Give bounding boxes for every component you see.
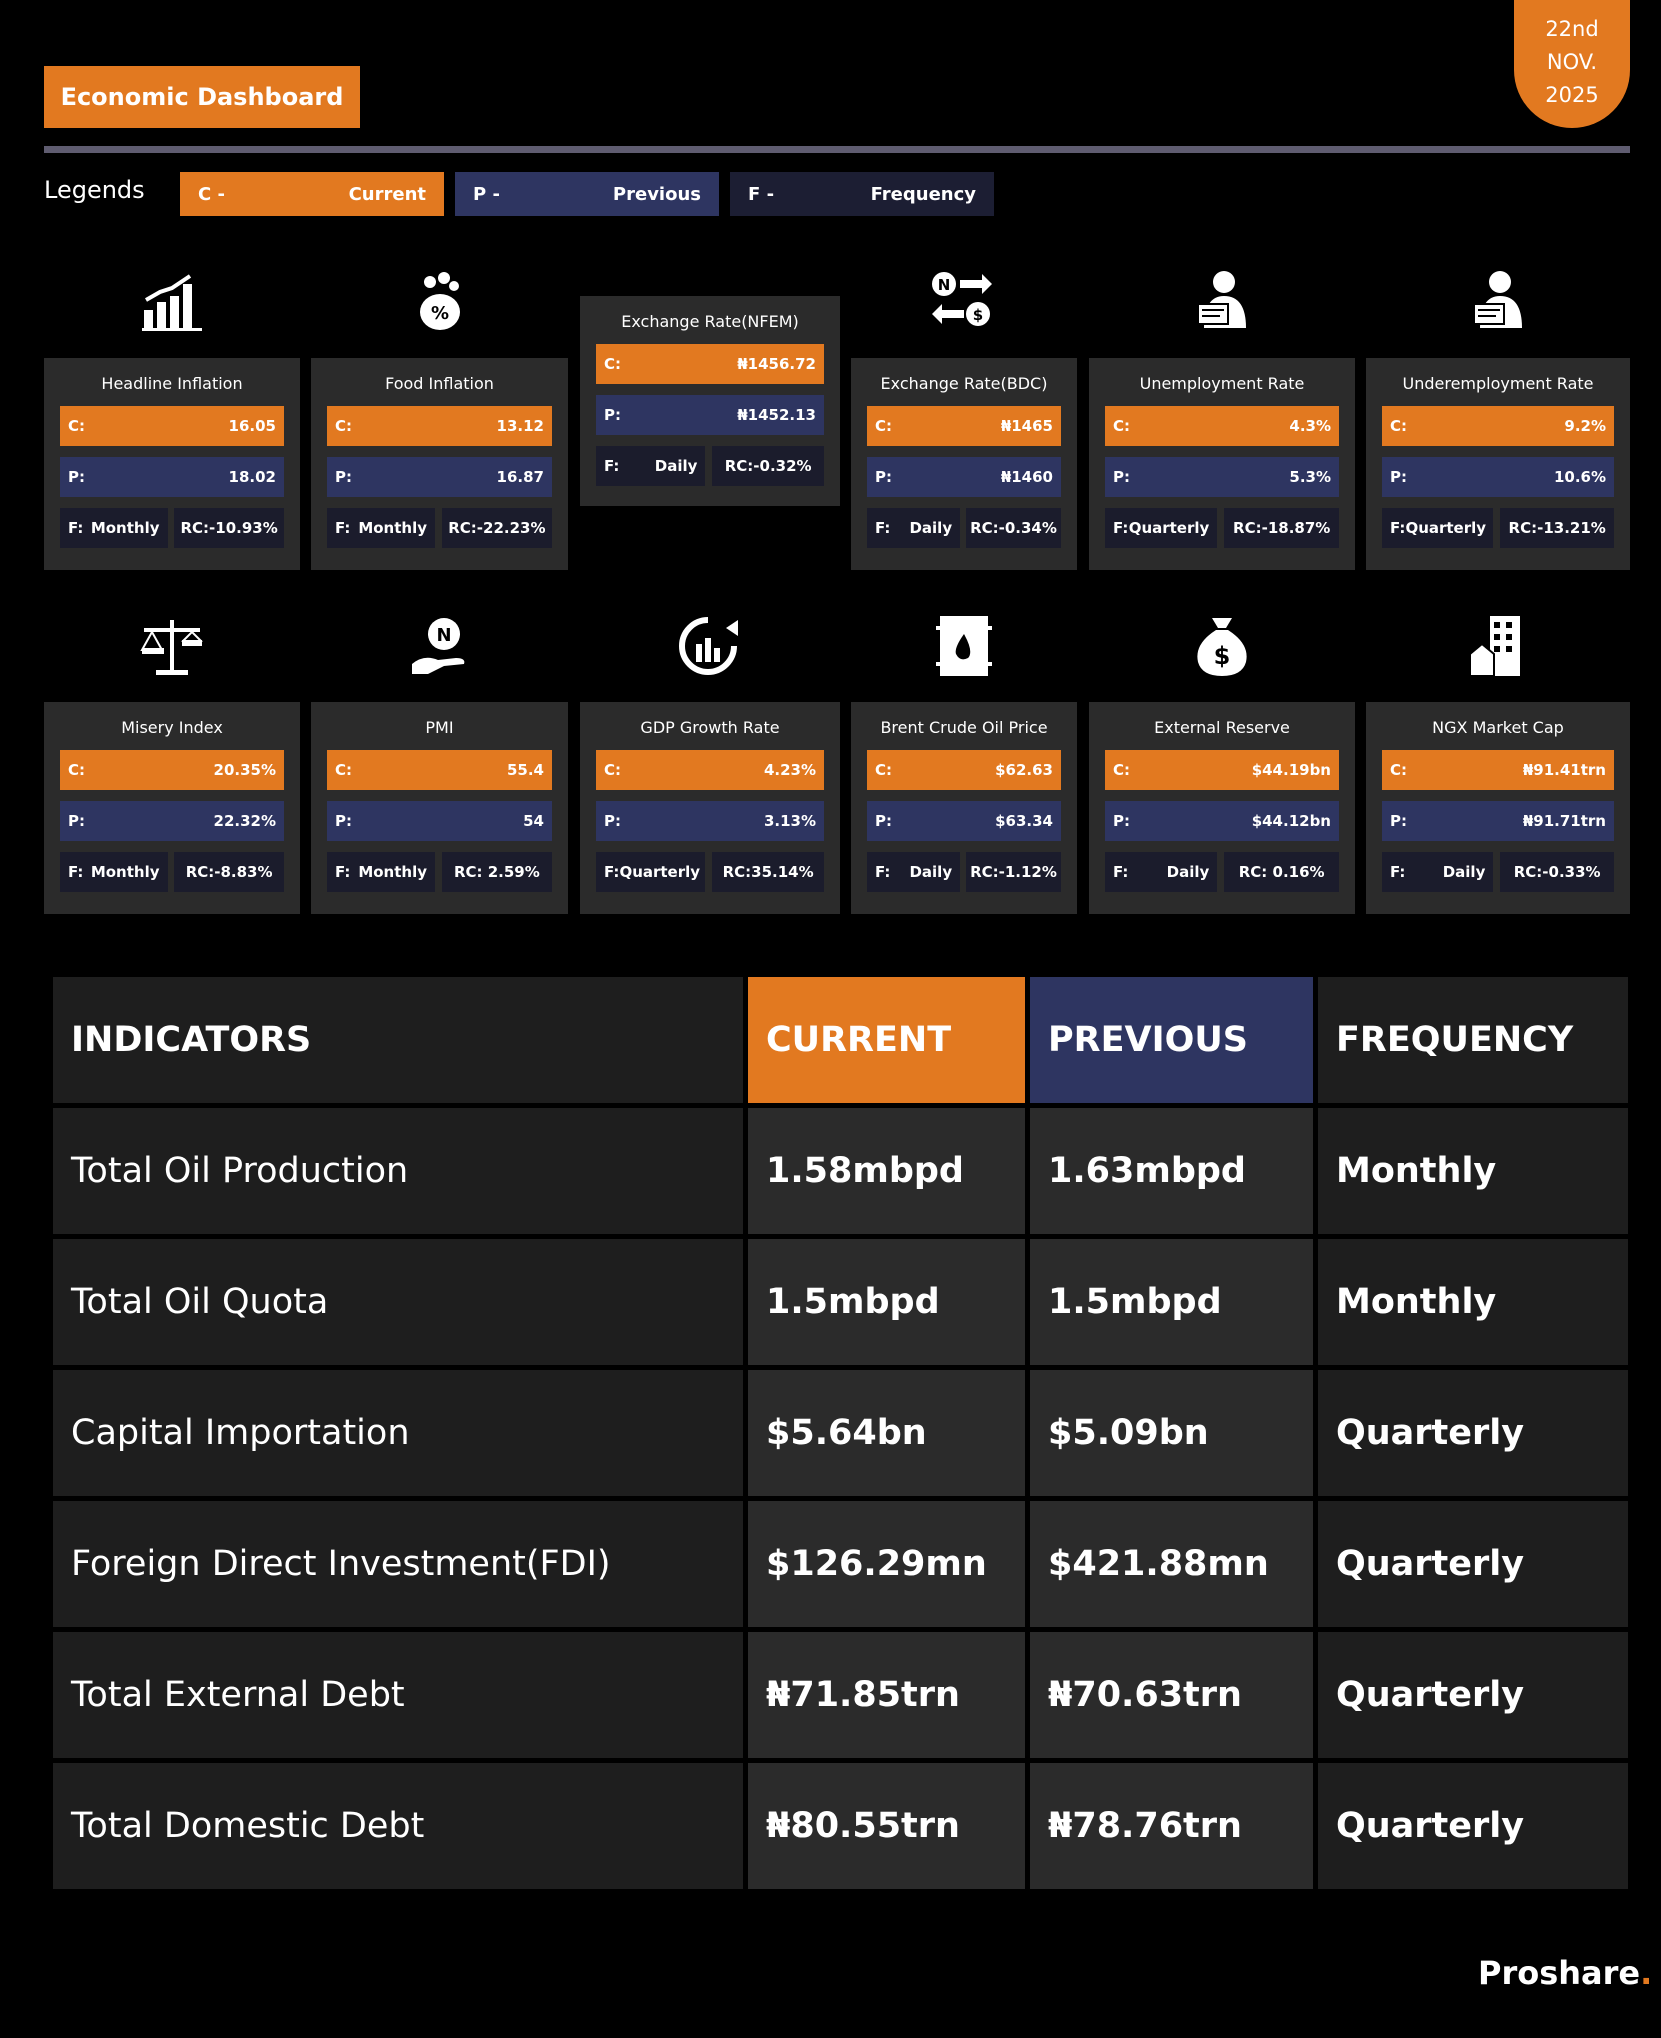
frequency-row bbox=[1382, 508, 1614, 548]
indicator-card-exchange-rate-bdc bbox=[851, 358, 1077, 570]
previous-value: ₦78.76trn bbox=[1030, 1763, 1313, 1889]
card-title: Misery Index bbox=[121, 718, 223, 737]
money-bag-icon bbox=[1190, 614, 1254, 678]
rate-change: RC:-8.83% bbox=[174, 852, 284, 892]
previous-row bbox=[1105, 801, 1339, 841]
current-value: 9.2% bbox=[1564, 417, 1606, 435]
current-row bbox=[1382, 406, 1614, 446]
previous-row bbox=[327, 457, 552, 497]
frequency-key: F: bbox=[335, 863, 351, 881]
current-key: C: bbox=[875, 761, 893, 779]
legend-key: C - bbox=[198, 183, 225, 205]
oil-barrel-icon bbox=[932, 614, 996, 678]
current-value: 4.23% bbox=[763, 761, 816, 779]
svg-text:N: N bbox=[436, 625, 452, 646]
previous-key: P: bbox=[1113, 468, 1130, 486]
card-title: Unemployment Rate bbox=[1139, 374, 1305, 393]
frequency-key: F: bbox=[604, 863, 620, 881]
table-row bbox=[53, 1632, 1628, 1758]
previous-value: ₦91.71trn bbox=[1522, 812, 1606, 830]
current-key: C: bbox=[875, 417, 893, 435]
current-key: C: bbox=[604, 761, 622, 779]
current-key: C: bbox=[68, 761, 86, 779]
previous-key: P: bbox=[68, 468, 85, 486]
date-month: NOV. bbox=[1546, 49, 1598, 74]
previous-row bbox=[596, 801, 824, 841]
legend-key: F - bbox=[748, 183, 775, 205]
current-row bbox=[1382, 750, 1614, 790]
legend-label: Current bbox=[348, 183, 426, 205]
frequency-value: Monthly bbox=[1318, 1239, 1628, 1365]
legend-frequency bbox=[730, 172, 994, 216]
frequency-key: F: bbox=[335, 519, 351, 537]
current-row bbox=[327, 406, 552, 446]
rate-change: RC:35.14% bbox=[712, 852, 824, 892]
previous-value: $421.88mn bbox=[1030, 1501, 1313, 1627]
frequency-box bbox=[60, 508, 168, 548]
current-row bbox=[867, 750, 1061, 790]
indicator-name: Total External Debt bbox=[53, 1632, 743, 1758]
frequency-value: Quarterly bbox=[1318, 1763, 1628, 1889]
frequency-value: Quarterly bbox=[619, 863, 701, 881]
frequency-value: Daily bbox=[909, 863, 953, 881]
indicator-name: Foreign Direct Investment(FDI) bbox=[53, 1501, 743, 1627]
rate-change: RC:-22.23% bbox=[442, 508, 552, 548]
frequency-row bbox=[1105, 852, 1339, 892]
current-value: 20.35% bbox=[213, 761, 276, 779]
frequency-box bbox=[596, 852, 705, 892]
current-value: ₦80.55trn bbox=[748, 1763, 1025, 1889]
card-title: NGX Market Cap bbox=[1432, 718, 1564, 737]
current-key: C: bbox=[68, 417, 86, 435]
current-value: $126.29mn bbox=[748, 1501, 1025, 1627]
previous-row bbox=[60, 801, 284, 841]
indicator-name: Total Oil Quota bbox=[53, 1239, 743, 1365]
card-title: Food Inflation bbox=[385, 374, 494, 393]
current-value: 55.4 bbox=[506, 761, 544, 779]
brand-dot: . bbox=[1640, 1954, 1653, 1992]
previous-value: $5.09bn bbox=[1030, 1370, 1313, 1496]
frequency-value: Quarterly bbox=[1318, 1370, 1628, 1496]
current-row bbox=[596, 344, 824, 384]
rate-change: RC:-10.93% bbox=[174, 508, 284, 548]
previous-row bbox=[1382, 457, 1614, 497]
previous-value: $44.12bn bbox=[1251, 812, 1331, 830]
indicators-table bbox=[48, 972, 1633, 1894]
indicator-card-external-reserve bbox=[1089, 702, 1355, 914]
frequency-key: F: bbox=[1113, 519, 1129, 537]
previous-row bbox=[1382, 801, 1614, 841]
date-badge bbox=[1514, 0, 1630, 128]
previous-value: 5.3% bbox=[1289, 468, 1331, 486]
frequency-value: Monthly bbox=[358, 519, 427, 537]
indicator-card-exchange-rate-nfem bbox=[580, 296, 840, 506]
bar-chart-icon bbox=[140, 270, 204, 334]
current-value: 1.58mbpd bbox=[748, 1108, 1025, 1234]
indicator-card-pmi bbox=[311, 702, 568, 914]
legend-previous bbox=[455, 172, 719, 216]
frequency-key: F: bbox=[68, 863, 84, 881]
frequency-box bbox=[60, 852, 168, 892]
frequency-key: F: bbox=[1390, 863, 1406, 881]
previous-row bbox=[60, 457, 284, 497]
job-seeker-icon bbox=[1466, 270, 1530, 334]
frequency-value: Daily bbox=[654, 457, 698, 475]
current-row bbox=[1105, 750, 1339, 790]
previous-row bbox=[1105, 457, 1339, 497]
legend-label: Frequency bbox=[870, 183, 976, 205]
frequency-value: Monthly bbox=[1318, 1108, 1628, 1234]
previous-value: 3.13% bbox=[763, 812, 816, 830]
current-key: C: bbox=[335, 761, 353, 779]
card-title: Exchange Rate(NFEM) bbox=[621, 312, 799, 331]
previous-value: 22.32% bbox=[213, 812, 276, 830]
frequency-row bbox=[327, 852, 552, 892]
rate-change: RC:-1.12% bbox=[966, 852, 1061, 892]
rate-change: RC:-0.34% bbox=[966, 508, 1061, 548]
date-day: 22nd bbox=[1545, 16, 1599, 41]
food-price-icon bbox=[408, 270, 472, 334]
previous-row bbox=[867, 801, 1061, 841]
card-title: External Reserve bbox=[1154, 718, 1290, 737]
frequency-key: F: bbox=[875, 863, 891, 881]
frequency-row bbox=[867, 852, 1061, 892]
current-key: C: bbox=[604, 355, 622, 373]
current-row bbox=[60, 406, 284, 446]
frequency-key: F: bbox=[1390, 519, 1406, 537]
frequency-row bbox=[60, 852, 284, 892]
table-row bbox=[53, 1763, 1628, 1889]
indicator-card-headline-inflation bbox=[44, 358, 300, 570]
previous-value: ₦1452.13 bbox=[737, 406, 816, 424]
current-value: ₦1456.72 bbox=[737, 355, 816, 373]
frequency-row bbox=[596, 852, 824, 892]
indicator-card-unemployment-rate bbox=[1089, 358, 1355, 570]
card-title: GDP Growth Rate bbox=[640, 718, 780, 737]
previous-key: P: bbox=[875, 468, 892, 486]
frequency-value: Daily bbox=[909, 519, 953, 537]
brand-name: Proshare bbox=[1478, 1954, 1641, 1992]
frequency-row bbox=[596, 446, 824, 486]
indicator-name: Capital Importation bbox=[53, 1370, 743, 1496]
previous-value: ₦70.63trn bbox=[1030, 1632, 1313, 1758]
indicator-card-food-inflation bbox=[311, 358, 568, 570]
frequency-row bbox=[1382, 852, 1614, 892]
rate-change: RC:-0.33% bbox=[1500, 852, 1614, 892]
frequency-value: Quarterly bbox=[1318, 1632, 1628, 1758]
card-title: PMI bbox=[425, 718, 454, 737]
previous-row bbox=[596, 395, 824, 435]
frequency-box bbox=[1382, 852, 1493, 892]
frequency-box bbox=[1105, 852, 1217, 892]
frequency-box bbox=[596, 446, 705, 486]
current-key: C: bbox=[1113, 761, 1131, 779]
previous-value: 16.87 bbox=[496, 468, 544, 486]
table-row bbox=[53, 1370, 1628, 1496]
naira-hand-icon bbox=[408, 614, 472, 678]
page-title: Economic Dashboard bbox=[44, 66, 360, 128]
current-row bbox=[327, 750, 552, 790]
frequency-value: Quarterly bbox=[1405, 519, 1487, 537]
current-key: C: bbox=[1113, 417, 1131, 435]
current-value: 1.5mbpd bbox=[748, 1239, 1025, 1365]
current-row bbox=[867, 406, 1061, 446]
table-row bbox=[53, 1108, 1628, 1234]
svg-text:%: % bbox=[430, 303, 450, 324]
svg-text:$: $ bbox=[972, 306, 984, 324]
card-title: Underemployment Rate bbox=[1402, 374, 1594, 393]
indicator-card-gdp-growth-rate bbox=[580, 702, 840, 914]
current-key: C: bbox=[1390, 761, 1408, 779]
current-row bbox=[60, 750, 284, 790]
indicator-card-misery-index bbox=[44, 702, 300, 914]
brand-logo bbox=[1478, 1954, 1652, 1992]
frequency-box bbox=[1105, 508, 1217, 548]
indicator-name: Total Oil Production bbox=[53, 1108, 743, 1234]
previous-key: P: bbox=[335, 812, 352, 830]
legend-current bbox=[180, 172, 444, 216]
previous-row bbox=[327, 801, 552, 841]
current-value: $44.19bn bbox=[1251, 761, 1331, 779]
job-seeker-icon bbox=[1190, 270, 1254, 334]
current-value: 16.05 bbox=[228, 417, 276, 435]
frequency-key: F: bbox=[68, 519, 84, 537]
header-previous: PREVIOUS bbox=[1030, 977, 1313, 1103]
currency-exchange-icon bbox=[930, 268, 994, 332]
current-value: 4.3% bbox=[1289, 417, 1331, 435]
card-title: Brent Crude Oil Price bbox=[880, 718, 1048, 737]
header-current: CURRENT bbox=[748, 977, 1025, 1103]
rate-change: RC:-13.21% bbox=[1500, 508, 1614, 548]
previous-value: 1.63mbpd bbox=[1030, 1108, 1313, 1234]
legend-key: P - bbox=[473, 183, 500, 205]
svg-text:$: $ bbox=[1213, 642, 1231, 670]
previous-key: P: bbox=[875, 812, 892, 830]
previous-key: P: bbox=[68, 812, 85, 830]
frequency-value: Quarterly bbox=[1318, 1501, 1628, 1627]
card-title: Headline Inflation bbox=[101, 374, 243, 393]
svg-text:N: N bbox=[937, 276, 951, 294]
previous-key: P: bbox=[1113, 812, 1130, 830]
indicator-name: Total Domestic Debt bbox=[53, 1763, 743, 1889]
indicator-card-ngx-market-cap bbox=[1366, 702, 1630, 914]
frequency-key: F: bbox=[604, 457, 620, 475]
header-divider bbox=[44, 146, 1630, 153]
frequency-value: Daily bbox=[1442, 863, 1486, 881]
frequency-box bbox=[327, 508, 435, 548]
previous-value: 54 bbox=[523, 812, 544, 830]
frequency-row bbox=[327, 508, 552, 548]
market-building-icon bbox=[1466, 614, 1530, 678]
previous-key: P: bbox=[604, 812, 621, 830]
current-value: $62.63 bbox=[995, 761, 1053, 779]
header-indicators: INDICATORS bbox=[53, 977, 743, 1103]
table-header-row bbox=[53, 977, 1628, 1103]
card-title: Exchange Rate(BDC) bbox=[880, 374, 1048, 393]
previous-value: 18.02 bbox=[228, 468, 276, 486]
previous-key: P: bbox=[1390, 468, 1407, 486]
current-key: C: bbox=[335, 417, 353, 435]
current-value: $5.64bn bbox=[748, 1370, 1025, 1496]
previous-key: P: bbox=[1390, 812, 1407, 830]
previous-key: P: bbox=[604, 406, 621, 424]
growth-cycle-icon bbox=[676, 614, 740, 678]
balance-scale-icon bbox=[140, 614, 204, 678]
rate-change: RC:-0.32% bbox=[712, 446, 824, 486]
previous-value: ₦1460 bbox=[1000, 468, 1053, 486]
previous-key: P: bbox=[335, 468, 352, 486]
current-value: ₦71.85trn bbox=[748, 1632, 1025, 1758]
frequency-value: Monthly bbox=[90, 863, 160, 881]
date-year: 2025 bbox=[1545, 82, 1599, 107]
frequency-box bbox=[1382, 508, 1493, 548]
rate-change: RC:-18.87% bbox=[1224, 508, 1339, 548]
table-row bbox=[53, 1501, 1628, 1627]
frequency-row bbox=[867, 508, 1061, 548]
previous-row bbox=[867, 457, 1061, 497]
current-value: 13.12 bbox=[496, 417, 544, 435]
rate-change: RC: 0.16% bbox=[1224, 852, 1339, 892]
indicator-card-brent-crude-oil-price bbox=[851, 702, 1077, 914]
table-row bbox=[53, 1239, 1628, 1365]
frequency-key: F: bbox=[1113, 863, 1129, 881]
current-row bbox=[596, 750, 824, 790]
frequency-key: F: bbox=[875, 519, 891, 537]
current-value: ₦1465 bbox=[1000, 417, 1053, 435]
frequency-row bbox=[1105, 508, 1339, 548]
frequency-value: Monthly bbox=[358, 863, 427, 881]
legend-label: Previous bbox=[612, 183, 701, 205]
current-row bbox=[1105, 406, 1339, 446]
frequency-box bbox=[327, 852, 435, 892]
legends-label: Legends bbox=[44, 176, 145, 204]
frequency-value: Quarterly bbox=[1128, 519, 1210, 537]
frequency-value: Monthly bbox=[90, 519, 160, 537]
previous-value: 10.6% bbox=[1553, 468, 1606, 486]
current-value: ₦91.41trn bbox=[1522, 761, 1606, 779]
frequency-box bbox=[867, 852, 960, 892]
indicator-card-underemployment-rate bbox=[1366, 358, 1630, 570]
frequency-box bbox=[867, 508, 960, 548]
frequency-value: Daily bbox=[1166, 863, 1210, 881]
frequency-row bbox=[60, 508, 284, 548]
rate-change: RC: 2.59% bbox=[442, 852, 552, 892]
previous-value: $63.34 bbox=[995, 812, 1053, 830]
previous-value: 1.5mbpd bbox=[1030, 1239, 1313, 1365]
header-frequency: FREQUENCY bbox=[1318, 977, 1628, 1103]
current-key: C: bbox=[1390, 417, 1408, 435]
